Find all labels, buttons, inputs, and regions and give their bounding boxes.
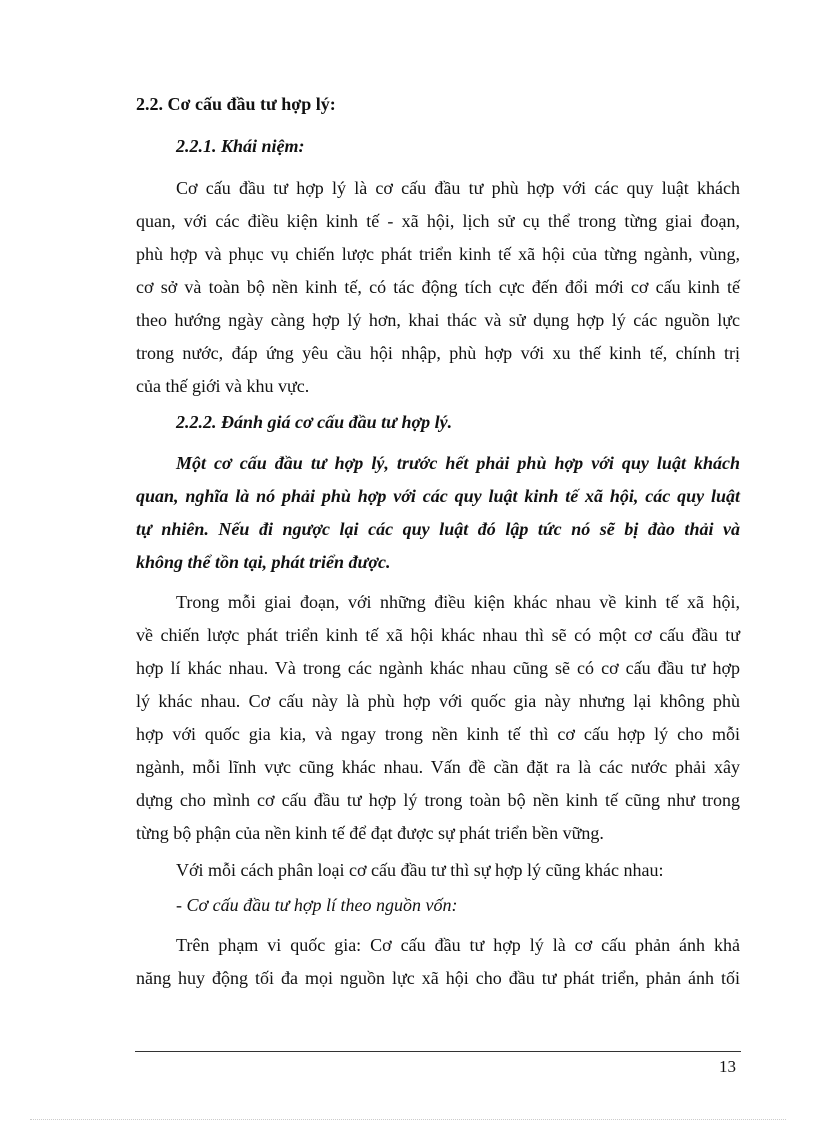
text-line: tự nhiên. Nếu đi ngược lại các quy luật đó lập tức nó sẽ bị đào thải và xyxy=(136,519,740,539)
text-line: - Cơ cấu đầu tư hợp lí theo nguồn vốn: xyxy=(176,895,458,915)
text-line: cơ sở và toàn bộ nền kinh tế, có tác động tích cực đến đổi mới cơ cấu kinh tế xyxy=(136,277,740,297)
footer-rule xyxy=(135,1051,741,1052)
page-number: 13 xyxy=(719,1057,736,1076)
text-line: Trong mỗi giai đoạn, với những điều kiện khác nhau về kinh tế xã hội, xyxy=(176,592,740,612)
text-line: Một cơ cấu đầu tư hợp lý, trước hết phải phù hợp với quy luật khách xyxy=(176,453,740,473)
text-line: từng bộ phận của nền kinh tế để đạt được sự phát triển bền vững. xyxy=(136,823,604,843)
text-line: theo hướng ngày càng hợp lý hơn, khai thác và sử dụng hợp lý các nguồn lực xyxy=(136,310,740,330)
text-line: hợp với quốc gia kia, và ngay trong nền kinh tế thì cơ cấu hợp lý cho mỗi xyxy=(136,724,740,744)
text-line: quan, nghĩa là nó phải phù hợp với các quy luật kinh tế xã hội, các quy luật xyxy=(136,486,740,506)
text-line: 2.2.2. Đánh giá cơ cấu đầu tư hợp lý. xyxy=(176,412,453,432)
text-line: hợp lí khác nhau. Và trong các ngành khác nhau cũng sẽ có cơ cấu đầu tư hợp xyxy=(136,658,740,678)
text-line: quan, với các điều kiện kinh tế - xã hội, lịch sử cụ thể trong từng giai đoạn, xyxy=(136,211,740,231)
text-line: phù hợp và phục vụ chiến lược phát triển kinh tế xã hội của từng ngành, vùng, xyxy=(136,244,740,264)
text-line: về chiến lược phát triển kinh tế xã hội khác nhau thì sẽ có một cơ cấu đầu tư xyxy=(136,625,740,645)
text-line: trong nước, đáp ứng yêu cầu hội nhập, phù hợp với xu thế kinh tế, chính trị xyxy=(136,343,740,363)
text-line: năng huy động tối đa mọi nguồn lực xã hội cho đầu tư phát triển, phản ánh tối xyxy=(136,968,740,988)
text-line: 2.2. Cơ cấu đầu tư hợp lý: xyxy=(136,94,336,114)
page-edge-dotted-line xyxy=(30,1119,786,1120)
text-line: lý khác nhau. Cơ cấu này là phù hợp với quốc gia này nhưng lại không phù xyxy=(136,691,740,711)
text-line: dựng cho mình cơ cấu đầu tư hợp lý trong toàn bộ nền kinh tế cũng như trong xyxy=(136,790,740,810)
text-line: 2.2.1. Khái niệm: xyxy=(176,136,305,156)
text-line: Với mỗi cách phân loại cơ cấu đầu tư thì sự hợp lý cũng khác nhau: xyxy=(176,860,664,880)
text-line: ngành, mỗi lĩnh vực cũng khác nhau. Vấn đề cần đặt ra là các nước phải xây xyxy=(136,757,740,777)
text-line: Trên phạm vi quốc gia: Cơ cấu đầu tư hợp lý là cơ cấu phản ánh khả xyxy=(176,935,740,955)
text-line: của thế giới và khu vực. xyxy=(136,376,310,396)
text-line: không thể tồn tại, phát triển được. xyxy=(136,552,391,572)
text-line: Cơ cấu đầu tư hợp lý là cơ cấu đầu tư phù hợp với các quy luật khách xyxy=(176,178,740,198)
